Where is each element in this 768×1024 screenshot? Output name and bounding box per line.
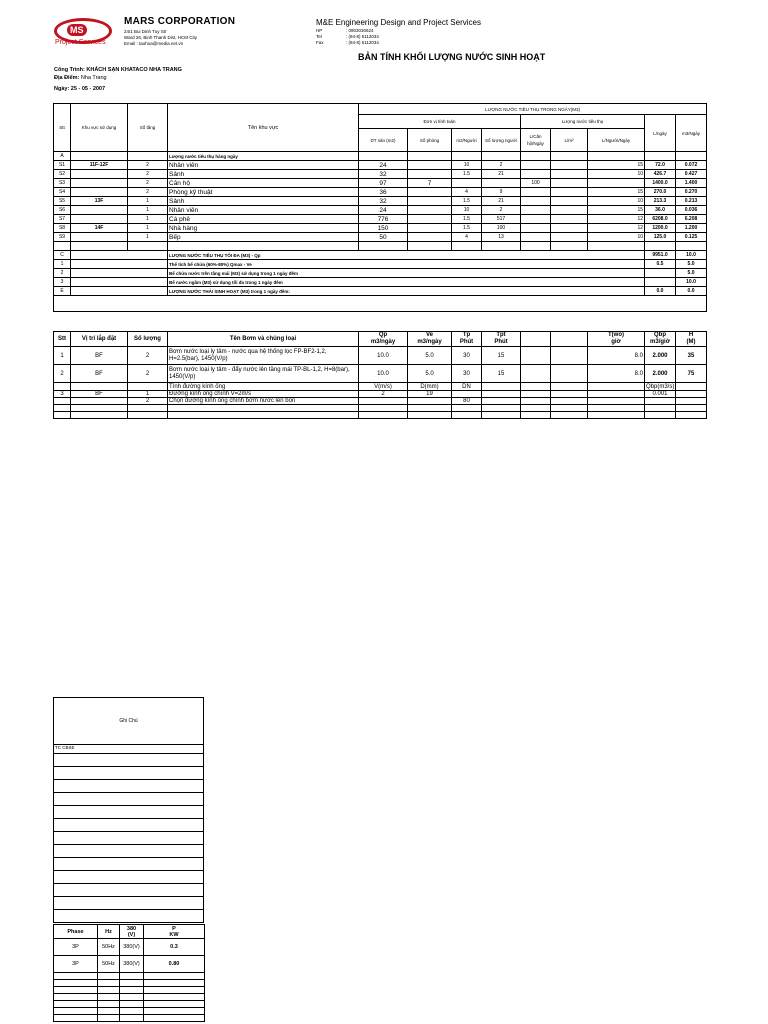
cell: 1400.0 <box>645 179 676 188</box>
table-row <box>54 170 707 179</box>
table-row <box>54 188 707 197</box>
cell <box>408 188 452 197</box>
table-row <box>54 398 707 405</box>
cell: Lượng nước tiêu thụ hàng ngày <box>168 152 359 161</box>
group-header: Đơn vị tính toán <box>359 115 521 129</box>
pump-table <box>53 331 707 419</box>
col-header <box>482 332 521 347</box>
cell <box>71 398 128 405</box>
cell: Chọn đường kính ống chính bơm nước lên bồn <box>168 398 359 405</box>
cell <box>521 224 551 233</box>
cell: 10 <box>452 161 482 170</box>
cell <box>408 224 452 233</box>
cell: 1.400 <box>676 179 707 188</box>
cell: 15 <box>482 365 521 383</box>
table-row <box>54 179 707 188</box>
p-label: P <box>172 925 176 932</box>
contact-label: Fax <box>316 40 324 45</box>
cell: 1.200 <box>676 224 707 233</box>
cell: 2 <box>482 206 521 215</box>
cell: A <box>54 152 71 161</box>
group-header: LƯỢNG NƯỚC TIÊU THỤ TRONG NGÀY(M3) <box>359 104 707 115</box>
table-row <box>54 197 707 206</box>
cell: 1.5 <box>452 224 482 233</box>
cell: 36 <box>359 188 408 197</box>
cell: BF <box>71 391 128 398</box>
qbp-unit: m3/giờ <box>650 339 670 345</box>
cell: 2 <box>128 179 168 188</box>
cell: 8.0 <box>588 365 645 383</box>
cell: 21 <box>482 170 521 179</box>
cell <box>521 161 551 170</box>
cell: 0.427 <box>676 170 707 179</box>
cell: S4 <box>54 188 71 197</box>
cell: 10.0 <box>676 278 707 287</box>
cell <box>645 269 676 278</box>
cell: V(m/s) <box>359 383 408 391</box>
cell <box>551 179 588 188</box>
notes-table <box>53 697 204 923</box>
cell: 10.0 <box>359 347 408 365</box>
cell: 1 <box>128 197 168 206</box>
cell: 7 <box>408 179 452 188</box>
project-location <box>54 75 107 81</box>
cell: S6 <box>54 206 71 215</box>
p-unit: KW <box>169 931 179 938</box>
cell: Bể nước ngầm (M3) sử dụng tối đa trong 1 ngày đêm <box>168 278 645 287</box>
cell: 3 <box>54 278 71 287</box>
cell: 50 <box>359 233 408 242</box>
cell: 5.0 <box>676 269 707 278</box>
cell: 30 <box>452 347 482 365</box>
cell: 5.0 <box>408 347 452 365</box>
cell: 14F <box>71 224 128 233</box>
cell <box>71 170 128 179</box>
cell: 1.5 <box>452 215 482 224</box>
cell <box>71 188 128 197</box>
contact-value: : 0903030624 <box>346 28 374 33</box>
summary-row <box>54 278 707 287</box>
cell <box>71 206 128 215</box>
cell: 0.0 <box>645 287 676 296</box>
cell: 35 <box>676 347 707 365</box>
cell: 15 <box>588 188 645 197</box>
power-table <box>53 924 205 1022</box>
cell <box>408 206 452 215</box>
cell: 10 <box>452 206 482 215</box>
cell: 1 <box>128 233 168 242</box>
cell: 3P <box>54 956 98 973</box>
table-row <box>54 365 707 383</box>
cell: Tính đường kính ống <box>168 383 359 391</box>
tp-unit: Phút <box>459 339 474 345</box>
col-header <box>452 332 482 347</box>
cell: Cà phê <box>168 215 359 224</box>
cell: 9951.0 <box>645 251 676 260</box>
cell: 2 <box>128 365 168 383</box>
col-header: m2/Người <box>452 129 482 152</box>
cell: 0.0 <box>676 287 707 296</box>
cell: 380(V) <box>120 939 144 956</box>
cell: 0.270 <box>676 188 707 197</box>
project-name: Công Trình: KHÁCH SẠN KHATACO NHA TRANG <box>54 67 182 73</box>
document-title: BẢN TÍNH KHỐI LƯỢNG NƯỚC SINH HOẠT <box>358 52 546 62</box>
col-header: Tên Bơm và chủng loại <box>168 332 359 347</box>
cell: 21 <box>482 197 521 206</box>
cell: 0.5 <box>645 260 676 269</box>
summary-row <box>54 269 707 278</box>
cell: 32 <box>359 170 408 179</box>
cell: 10.0 <box>359 365 408 383</box>
cell <box>521 170 551 179</box>
ve-unit: m3/ngày <box>417 339 442 345</box>
cell: 30 <box>452 365 482 383</box>
cell: LƯỢNG NƯỚC TIÊU THỤ TỐI ĐA (M3) - Qp <box>168 251 645 260</box>
cell: S2 <box>54 170 71 179</box>
cell: Sảnh <box>168 197 359 206</box>
cell: 10 <box>588 170 645 179</box>
col-header: L/m² <box>551 129 588 152</box>
water-consumption-table <box>53 103 707 312</box>
cell: 1200.0 <box>645 224 676 233</box>
cell: 100 <box>482 224 521 233</box>
cell: 125.0 <box>645 233 676 242</box>
tp-label: Tp <box>462 332 471 338</box>
cell <box>588 179 645 188</box>
cell: 1 <box>128 224 168 233</box>
tpt-label: Tpt <box>496 332 506 338</box>
table-row <box>54 939 205 956</box>
section-row <box>54 152 707 161</box>
cell: 213.3 <box>645 197 676 206</box>
col-header <box>645 332 676 347</box>
cell: 2 <box>128 161 168 170</box>
notes-title: Ghi Chú <box>54 698 204 745</box>
table-row <box>54 224 707 233</box>
v-unit: (V) <box>127 931 136 938</box>
table-row <box>54 391 707 398</box>
company-name: MARS CORPORATION <box>124 16 236 27</box>
table-row <box>54 347 707 365</box>
cell <box>71 215 128 224</box>
h-unit: (M) <box>686 339 696 345</box>
cell <box>408 170 452 179</box>
col-header: Stt <box>54 332 71 347</box>
cell: 72.0 <box>645 161 676 170</box>
two-unit: giờ <box>611 339 621 345</box>
table-row <box>54 233 707 242</box>
cell: 0.213 <box>676 197 707 206</box>
group-header: Lượng nước tiêu thụ <box>521 115 645 129</box>
cell: Thể tích bể chứa (60%-80%) Qmax - Ve <box>168 260 645 269</box>
cell: 1.5 <box>452 170 482 179</box>
address-line: 24/1 Bui Dinh Tuy Str <box>124 29 167 34</box>
col-header: L/Người/Ngày <box>588 129 645 152</box>
cell: 426.7 <box>645 170 676 179</box>
cell: 100 <box>521 179 551 188</box>
cell: 15 <box>588 206 645 215</box>
cell: Bơm nước loại ly tâm - nước qua hệ thống lọc FP-BF2-1,2, H=2.5(bar), 1450(V/p) <box>168 347 359 365</box>
summary-row <box>54 260 707 269</box>
cell: Bể chứa nước trên tầng mái (M3) sử dụng trong 1 ngày đêm <box>168 269 645 278</box>
cell: 15 <box>482 347 521 365</box>
cell: S7 <box>54 215 71 224</box>
cell: 0.125 <box>676 233 707 242</box>
cell: 6.208 <box>676 215 707 224</box>
cell <box>645 278 676 287</box>
col-header: L/Căn hộ/Ngày <box>521 129 551 152</box>
cell: 12 <box>588 215 645 224</box>
cell: BF <box>71 365 128 383</box>
col-header <box>359 332 408 347</box>
col-header: Số tầng <box>128 104 168 152</box>
cell <box>521 197 551 206</box>
col-header <box>408 332 452 347</box>
col-header: Số lượng <box>128 332 168 347</box>
cell: 0.80 <box>144 956 205 973</box>
cell: 15 <box>588 161 645 170</box>
cell <box>551 215 588 224</box>
cell <box>551 233 588 242</box>
cell <box>551 224 588 233</box>
cell: 13F <box>71 197 128 206</box>
cell: E <box>54 287 71 296</box>
cell: 24 <box>359 161 408 170</box>
cell <box>408 161 452 170</box>
col-header: Số lượng người <box>482 129 521 152</box>
cell: 2 <box>54 365 71 383</box>
col-header <box>120 925 144 939</box>
cell: 2 <box>54 269 71 278</box>
logo-subtitle: Project Services <box>55 39 106 46</box>
location-value: Nha Trang <box>79 75 107 81</box>
cell: 10.0 <box>676 251 707 260</box>
cell: 8.0 <box>588 347 645 365</box>
cell: S8 <box>54 224 71 233</box>
cell: 5.0 <box>408 365 452 383</box>
col-header: Vị trí lắp đặt <box>71 332 128 347</box>
col-header: Số phòng <box>408 129 452 152</box>
cell: 776 <box>359 215 408 224</box>
qp-unit: m3/ngày <box>370 339 396 345</box>
cell: 1 <box>128 206 168 215</box>
cell: 0.036 <box>676 206 707 215</box>
cell: D(mm) <box>408 383 452 391</box>
col-header <box>676 332 707 347</box>
col-header: DT sàn (m2) <box>359 129 408 152</box>
col-header: Phase <box>54 925 98 939</box>
cell: 50Hz <box>98 939 120 956</box>
location-label: Địa Điểm: <box>54 75 80 81</box>
cell: 2 <box>128 188 168 197</box>
pipe-header-row <box>54 383 707 391</box>
contact-block <box>316 28 379 46</box>
col-header: Stt <box>54 104 71 152</box>
cell <box>551 197 588 206</box>
cell: 150 <box>359 224 408 233</box>
cell <box>408 215 452 224</box>
cell <box>551 188 588 197</box>
cell <box>551 170 588 179</box>
cell: 1.5 <box>452 197 482 206</box>
cell: 10 <box>588 197 645 206</box>
cell: DN <box>452 383 482 391</box>
contact-value: : (84-8) 5112034 <box>346 34 379 39</box>
cell: 2.000 <box>645 365 676 383</box>
cell: 2.000 <box>645 347 676 365</box>
cell: 12 <box>588 224 645 233</box>
notes-line: TC CBSE <box>54 745 204 754</box>
table-row <box>54 161 707 170</box>
cell: 4 <box>452 233 482 242</box>
cell: 19 <box>408 391 452 398</box>
cell: 2 <box>128 170 168 179</box>
cell <box>452 179 482 188</box>
cell: C <box>54 251 71 260</box>
cell: Nhân viên <box>168 206 359 215</box>
address-line: Ward 26, Binh Thanh Dist, HCM City <box>124 35 198 40</box>
cell: 2 <box>128 398 168 405</box>
cell <box>521 206 551 215</box>
cell <box>408 398 452 405</box>
cell: 50Hz <box>98 956 120 973</box>
cell: 75 <box>676 365 707 383</box>
cell: 32 <box>359 197 408 206</box>
col-header <box>144 925 205 939</box>
cell <box>408 233 452 242</box>
contact-label: Tel <box>316 34 322 39</box>
h-label: H <box>688 332 694 338</box>
project-date: Ngày: 25 - 05 - 2007 <box>54 86 106 92</box>
cell: 517 <box>482 215 521 224</box>
ve-label: Ve <box>425 332 433 338</box>
cell: S5 <box>54 197 71 206</box>
cell: 2 <box>359 391 408 398</box>
cell: 0.001 <box>645 391 676 398</box>
cell: 4 <box>452 188 482 197</box>
cell: S3 <box>54 179 71 188</box>
cell <box>521 215 551 224</box>
cell: Căn hộ <box>168 179 359 188</box>
cell: 1 <box>128 215 168 224</box>
cell: 3 <box>54 391 71 398</box>
cell: 97 <box>359 179 408 188</box>
cell: 6208.0 <box>645 215 676 224</box>
cell: Đường kính ống chính V=2m/s <box>168 391 359 398</box>
summary-row <box>54 287 707 296</box>
cell: 1 <box>128 391 168 398</box>
cell: 380(V) <box>120 956 144 973</box>
col-header: Khu vực sử dụng <box>71 104 128 152</box>
cell: S9 <box>54 233 71 242</box>
contact-value: : (84-8) 5112034 <box>346 40 379 45</box>
cell: Bơm nước loại ly tâm - đẩy nước lên tầng mái TP-BL-1,2, H=8(bar), 1450(V/p) <box>168 365 359 383</box>
cell: Nhà hàng <box>168 224 359 233</box>
cell: BF <box>71 347 128 365</box>
cell: 1 <box>54 260 71 269</box>
cell <box>645 398 676 405</box>
cell: Sảnh <box>168 170 359 179</box>
cell: 9 <box>482 188 521 197</box>
col-header: L/ngày <box>645 115 676 152</box>
col-header <box>588 332 645 347</box>
cell: S1 <box>54 161 71 170</box>
tpt-unit: Phút <box>494 339 508 345</box>
cell: 1 <box>54 347 71 365</box>
logo-mark: MS <box>67 24 87 36</box>
cell: 270.0 <box>645 188 676 197</box>
cell: Nhân viên <box>168 161 359 170</box>
col-header: Hz <box>98 925 120 939</box>
table-row <box>54 215 707 224</box>
cell <box>71 179 128 188</box>
cell: 36.0 <box>645 206 676 215</box>
cell: LƯỢNG NƯỚC THẢI SINH HOẠT (M3) trong 1 ngày đêm: <box>168 287 645 296</box>
v-label: 380 <box>126 925 137 932</box>
cell: 0.3 <box>144 939 205 956</box>
cell <box>54 398 71 405</box>
cell: 10 <box>588 233 645 242</box>
table-row <box>54 206 707 215</box>
cell <box>551 206 588 215</box>
services-title: M&E Engineering Design and Project Services <box>316 18 481 27</box>
cell: Qbp(m3/s) <box>646 383 675 390</box>
cell: 0.072 <box>676 161 707 170</box>
col-header: m3/Ngày <box>676 115 707 152</box>
cell <box>452 391 482 398</box>
cell <box>408 197 452 206</box>
cell: 11F-12F <box>71 161 128 170</box>
cell: 5.0 <box>676 260 707 269</box>
cell: Bếp <box>168 233 359 242</box>
address-line: Email : taohoa@media.net.vn <box>124 41 184 46</box>
cell: 24 <box>359 206 408 215</box>
summary-row <box>54 251 707 260</box>
cell <box>521 188 551 197</box>
cell <box>359 398 408 405</box>
two-label: T(wo) <box>608 332 624 338</box>
cell: 80 <box>452 398 482 405</box>
table-row <box>54 956 205 973</box>
contact-label: HP <box>316 28 323 33</box>
cell: 2 <box>128 347 168 365</box>
col-header: Tên khu vực <box>168 104 359 152</box>
cell: 2 <box>482 161 521 170</box>
cell: Phòng kỹ thuật <box>168 188 359 197</box>
cell: 13 <box>482 233 521 242</box>
qbp-label: Qbp <box>654 332 666 338</box>
cell <box>71 233 128 242</box>
cell <box>551 161 588 170</box>
cell: 3P <box>54 939 98 956</box>
qp-label: Qp <box>378 332 388 338</box>
cell <box>521 233 551 242</box>
cell <box>482 179 521 188</box>
